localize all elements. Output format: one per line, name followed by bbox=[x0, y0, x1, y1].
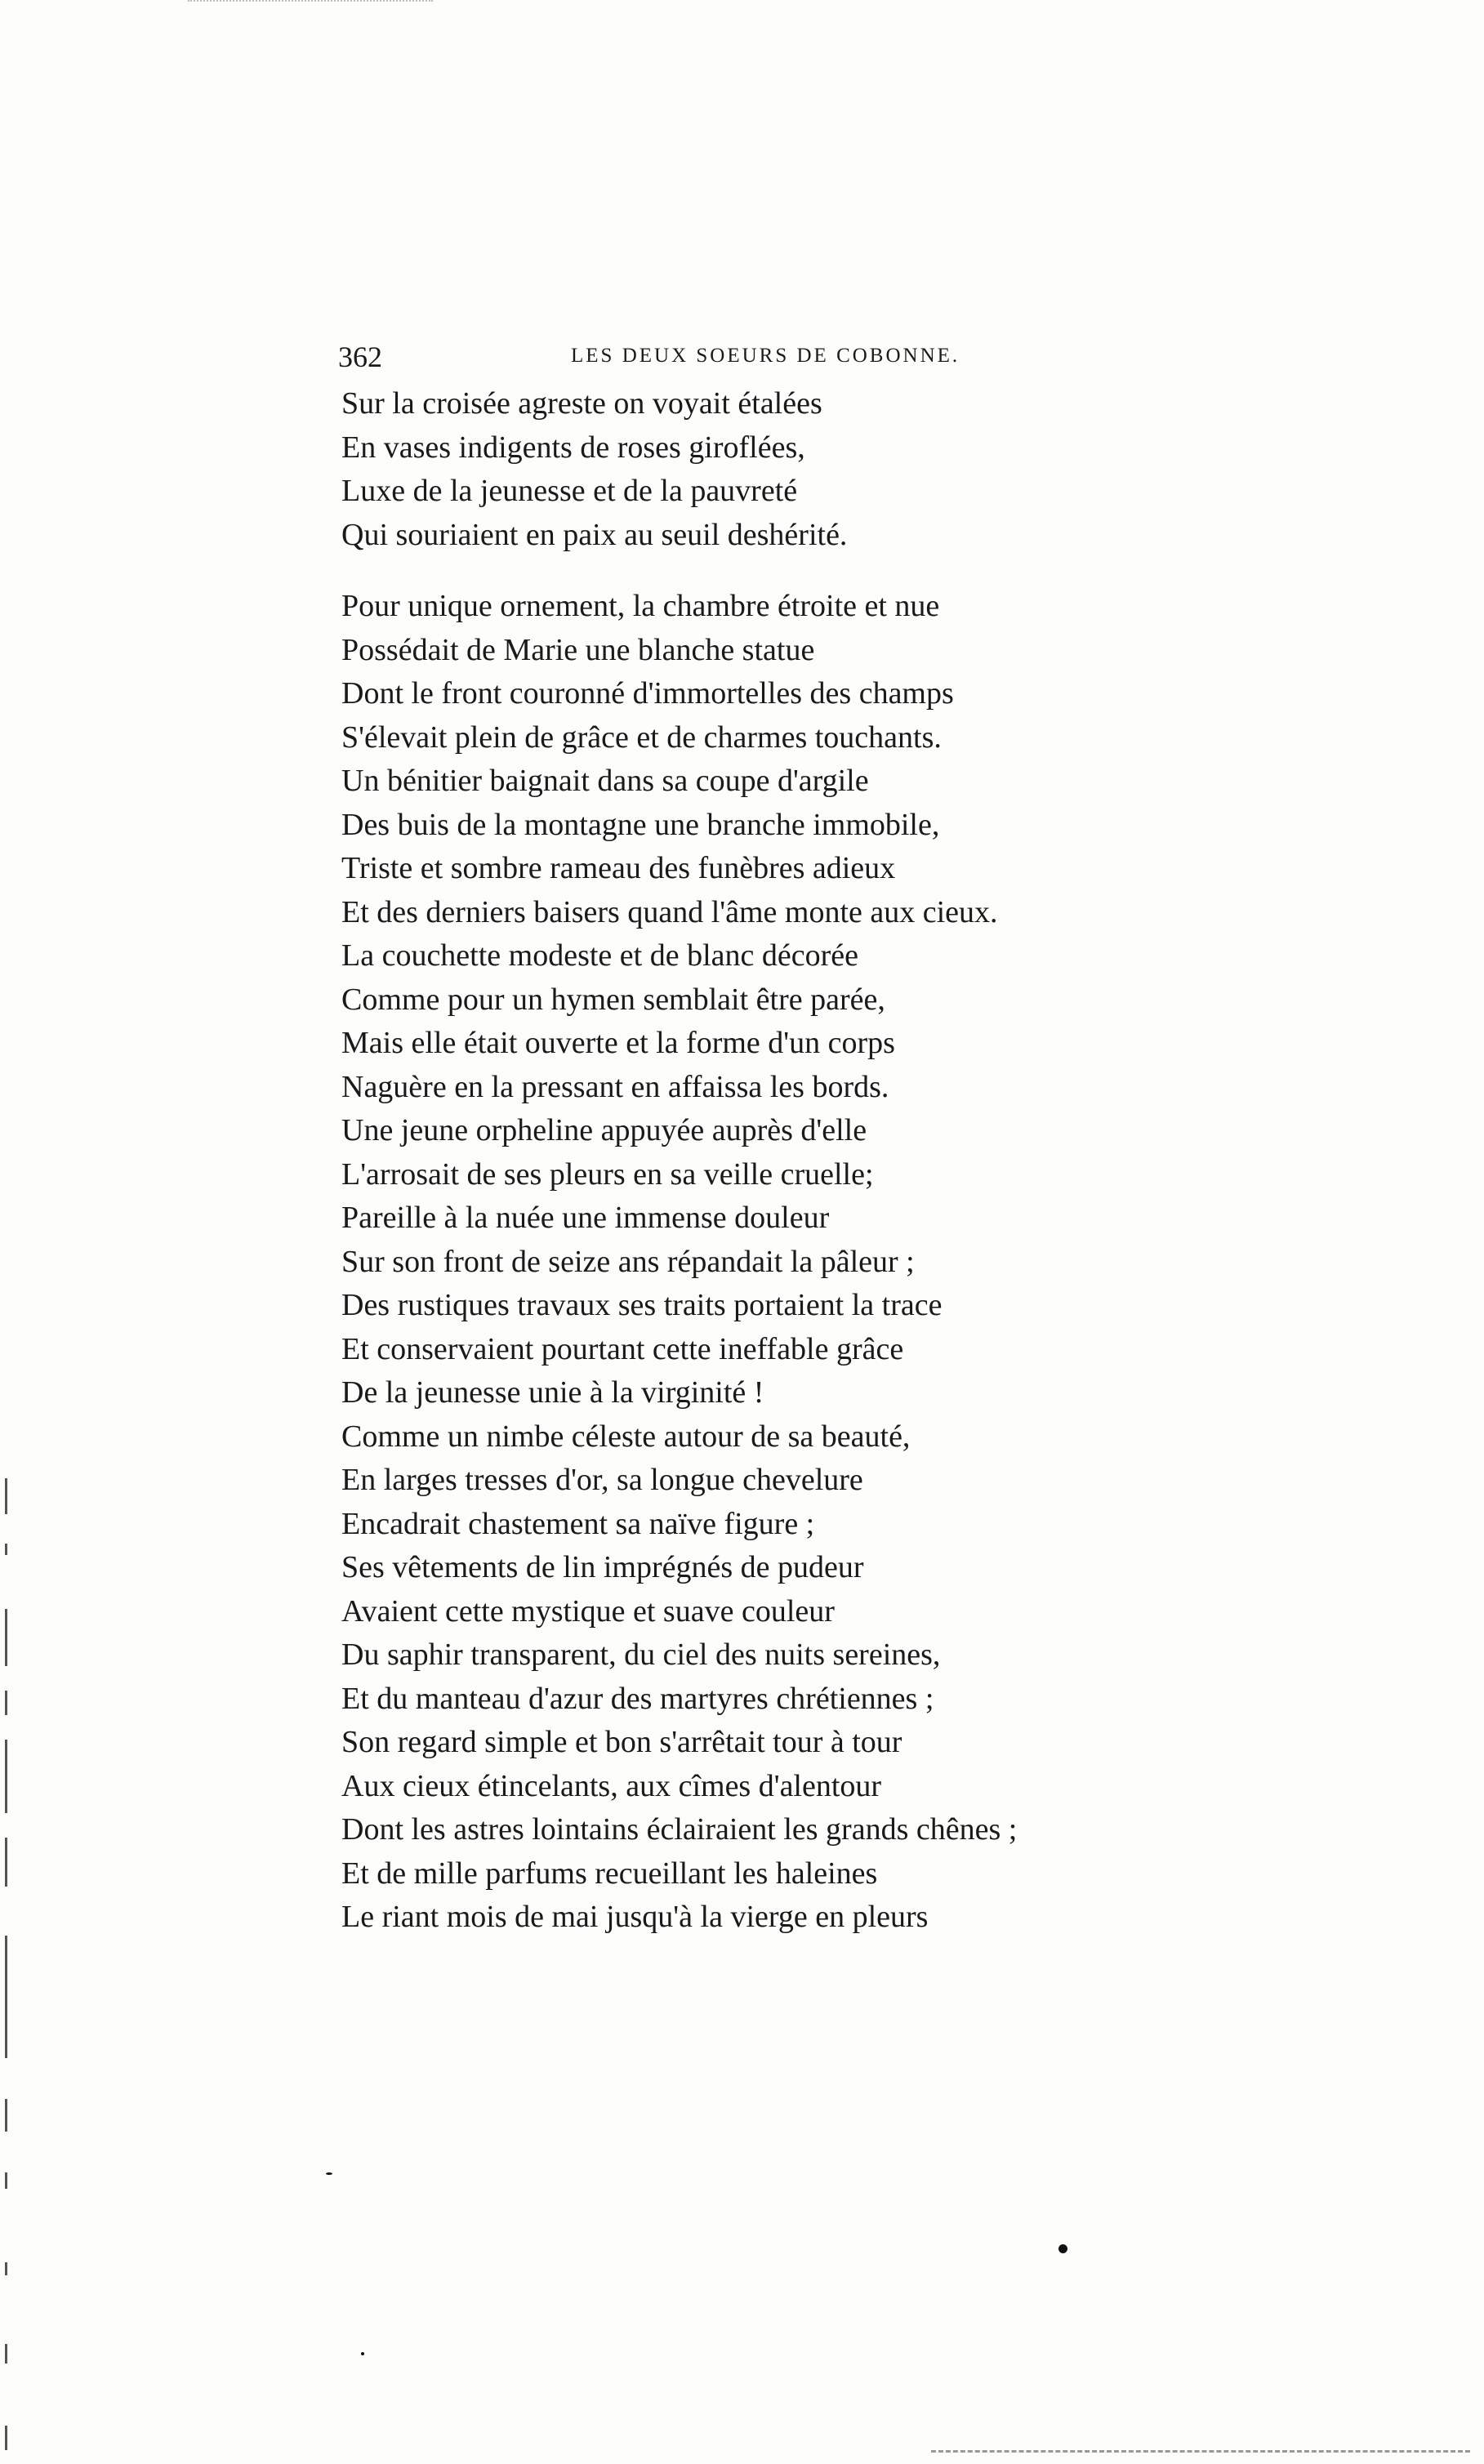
verse-line: Dont les astres lointains éclairaient les grands chênes ; bbox=[341, 1812, 1018, 1847]
verse-line: Avaient cette mystique et suave couleur bbox=[341, 1593, 835, 1629]
scan-mark bbox=[5, 1478, 7, 1514]
stanza-2 bbox=[341, 585, 1223, 1940]
verse-line: Une jeune orpheline appuyée auprès d'elle bbox=[341, 1113, 867, 1147]
verse-line: Un bénitier baignait dans sa coupe d'argile bbox=[341, 764, 869, 798]
scan-mark bbox=[5, 2262, 7, 2275]
verse-line: Dont le front couronné d'immortelles des champs bbox=[341, 676, 954, 711]
verse-line: Sur la croisée agreste on voyait étalées bbox=[341, 386, 822, 421]
scan-mark bbox=[5, 2426, 7, 2450]
verse-line: Naguère en la pressant en affaissa les bords. bbox=[341, 1069, 889, 1104]
stanza-1 bbox=[341, 382, 1223, 557]
scan-artifact-left-margin bbox=[5, 1478, 10, 2458]
verse-line: Ses vêtements de lin imprégnés de pudeur bbox=[341, 1550, 864, 1584]
scan-mark bbox=[5, 2172, 7, 2189]
scan-artifact-top bbox=[188, 0, 433, 5]
scan-mark bbox=[5, 1838, 7, 1887]
verse-line: En larges tresses d'or, sa longue chevelure bbox=[341, 1463, 863, 1497]
verse-line: De la jeunesse unie à la virginité ! bbox=[341, 1375, 764, 1410]
verse-line: Mais elle était ouverte et la forme d'un corps bbox=[341, 1026, 895, 1060]
verse-line: Son regard simple et bon s'arrêtait tour à tour bbox=[341, 1725, 902, 1759]
page-header bbox=[338, 336, 1008, 377]
page-number: 362 bbox=[338, 341, 382, 373]
scan-mark bbox=[5, 1936, 7, 2058]
verse-line: Aux cieux étincelants, aux cîmes d'alentour bbox=[341, 1768, 882, 1803]
verse-line: Et de mille parfums recueillant les haleines bbox=[341, 1856, 878, 1891]
verse-line: Encadrait chastement sa naïve figure ; bbox=[341, 1506, 815, 1541]
verse-line: Et des derniers baisers quand l'âme monte aux cieux. bbox=[341, 894, 998, 929]
ink-speck bbox=[361, 2352, 364, 2355]
scan-mark bbox=[5, 2344, 7, 2364]
scan-mark bbox=[5, 1691, 7, 1715]
verse-line: Triste et sombre rameau des funèbres adieux bbox=[341, 851, 896, 885]
verse-line: Comme pour un hymen semblait être parée, bbox=[341, 982, 885, 1017]
verse-line: Le riant mois de mai jusqu'à la vierge en pleurs bbox=[341, 1900, 929, 1934]
running-title: LES DEUX SOEURS DE COBONNE. bbox=[571, 345, 960, 367]
scan-artifact-bottom bbox=[931, 2447, 1470, 2453]
verse-line: Luxe de la jeunesse et de la pauvreté bbox=[341, 474, 798, 508]
scan-mark bbox=[5, 1609, 7, 1666]
scan-mark bbox=[5, 2099, 7, 2132]
verse-line: L'arrosait de ses pleurs en sa veille cruelle; bbox=[341, 1156, 874, 1192]
ink-speck bbox=[1058, 2244, 1067, 2253]
verse-line: Des buis de la montagne une branche immobile, bbox=[341, 807, 940, 842]
verse-line: Comme un nimbe céleste autour de sa beauté, bbox=[341, 1419, 911, 1454]
verse-line: Des rustiques travaux ses traits portaient la trace bbox=[341, 1288, 943, 1322]
verse-line: Du saphir transparent, du ciel des nuits sereines, bbox=[341, 1637, 941, 1672]
verse-line: Pour unique ornement, la chambre étroite et nue bbox=[341, 589, 940, 623]
scan-mark bbox=[5, 1740, 7, 1813]
verse-line: Possédait de Marie une blanche statue bbox=[341, 632, 815, 667]
scan-mark bbox=[5, 1544, 7, 1555]
verse-line: Et du manteau d'azur des martyres chrétiennes ; bbox=[341, 1681, 934, 1716]
verse-line: La couchette modeste et de blanc décorée bbox=[341, 938, 858, 973]
verse-line: Sur son front de seize ans répandait la pâleur ; bbox=[341, 1244, 915, 1279]
verse-line: Et conservaient pourtant cette ineffable grâce bbox=[341, 1331, 904, 1366]
verse-line: Pareille à la nuée une immense douleur bbox=[341, 1201, 830, 1235]
ink-speck bbox=[326, 2172, 332, 2175]
verse-line: Qui souriaient en paix au seuil deshérité. bbox=[341, 517, 848, 552]
verse-line: En vases indigents de roses giroflées, bbox=[341, 430, 805, 465]
verse-line: S'élevait plein de grâce et de charmes touchants. bbox=[341, 720, 942, 755]
